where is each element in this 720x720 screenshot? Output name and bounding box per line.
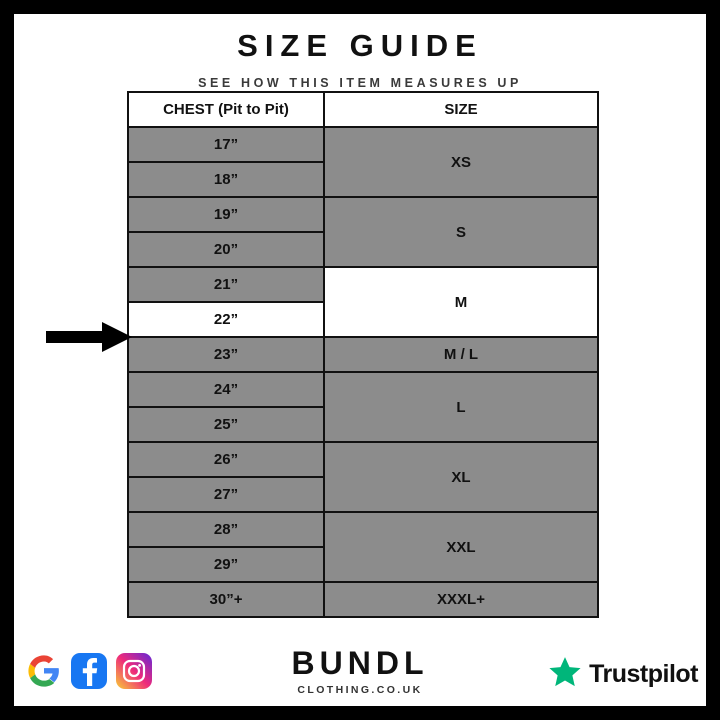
- column-header-chest: CHEST (Pit to Pit): [128, 92, 324, 127]
- chest-cell: 27”: [128, 477, 324, 512]
- table-row: [128, 127, 598, 162]
- size-table-wrapper: [127, 91, 593, 618]
- size-cell-m: M: [324, 267, 598, 337]
- size-table: [127, 91, 599, 618]
- size-cell-ml: M / L: [324, 337, 598, 372]
- table-row: [128, 197, 598, 232]
- chest-cell: 24”: [128, 372, 324, 407]
- chest-cell: 19”: [128, 197, 324, 232]
- brand-website: CLOTHING.CO.UK: [297, 684, 423, 696]
- chest-cell: 18”: [128, 162, 324, 197]
- trustpilot-star-icon: [548, 655, 582, 694]
- size-guide-card: [14, 14, 706, 706]
- trustpilot-badge[interactable]: [548, 655, 698, 694]
- chest-cell-selected: 22”: [128, 302, 324, 337]
- table-row: [128, 337, 598, 372]
- chest-cell: 28”: [128, 512, 324, 547]
- table-row: [128, 372, 598, 407]
- table-row: [128, 512, 598, 547]
- size-cell-xl: XL: [324, 442, 598, 512]
- chest-cell: 21”: [128, 267, 324, 302]
- column-header-size: SIZE: [324, 92, 598, 127]
- brand-name: BUNDL: [291, 645, 429, 681]
- chest-cell: 29”: [128, 547, 324, 582]
- chest-cell: 25”: [128, 407, 324, 442]
- chest-cell: 20”: [128, 232, 324, 267]
- table-row: [128, 582, 598, 617]
- chest-cell: 23”: [128, 337, 324, 372]
- page-subtitle: SEE HOW THIS ITEM MEASURES UP: [198, 76, 522, 90]
- table-row: [128, 267, 598, 302]
- page-title: SIZE GUIDE: [237, 28, 483, 63]
- footer: [14, 639, 706, 706]
- table-row: [128, 442, 598, 477]
- size-cell-xs: XS: [324, 127, 598, 197]
- chest-cell: 17”: [128, 127, 324, 162]
- size-cell-s: S: [324, 197, 598, 267]
- chest-cell: 30”+: [128, 582, 324, 617]
- table-header-row: [128, 92, 598, 127]
- trustpilot-label: Trustpilot: [589, 660, 698, 688]
- size-cell-xxl: XXL: [324, 512, 598, 582]
- size-cell-l: L: [324, 372, 598, 442]
- size-cell-xxxl: XXXL+: [324, 582, 598, 617]
- right-arrow-icon: [46, 322, 132, 352]
- chest-cell: 26”: [128, 442, 324, 477]
